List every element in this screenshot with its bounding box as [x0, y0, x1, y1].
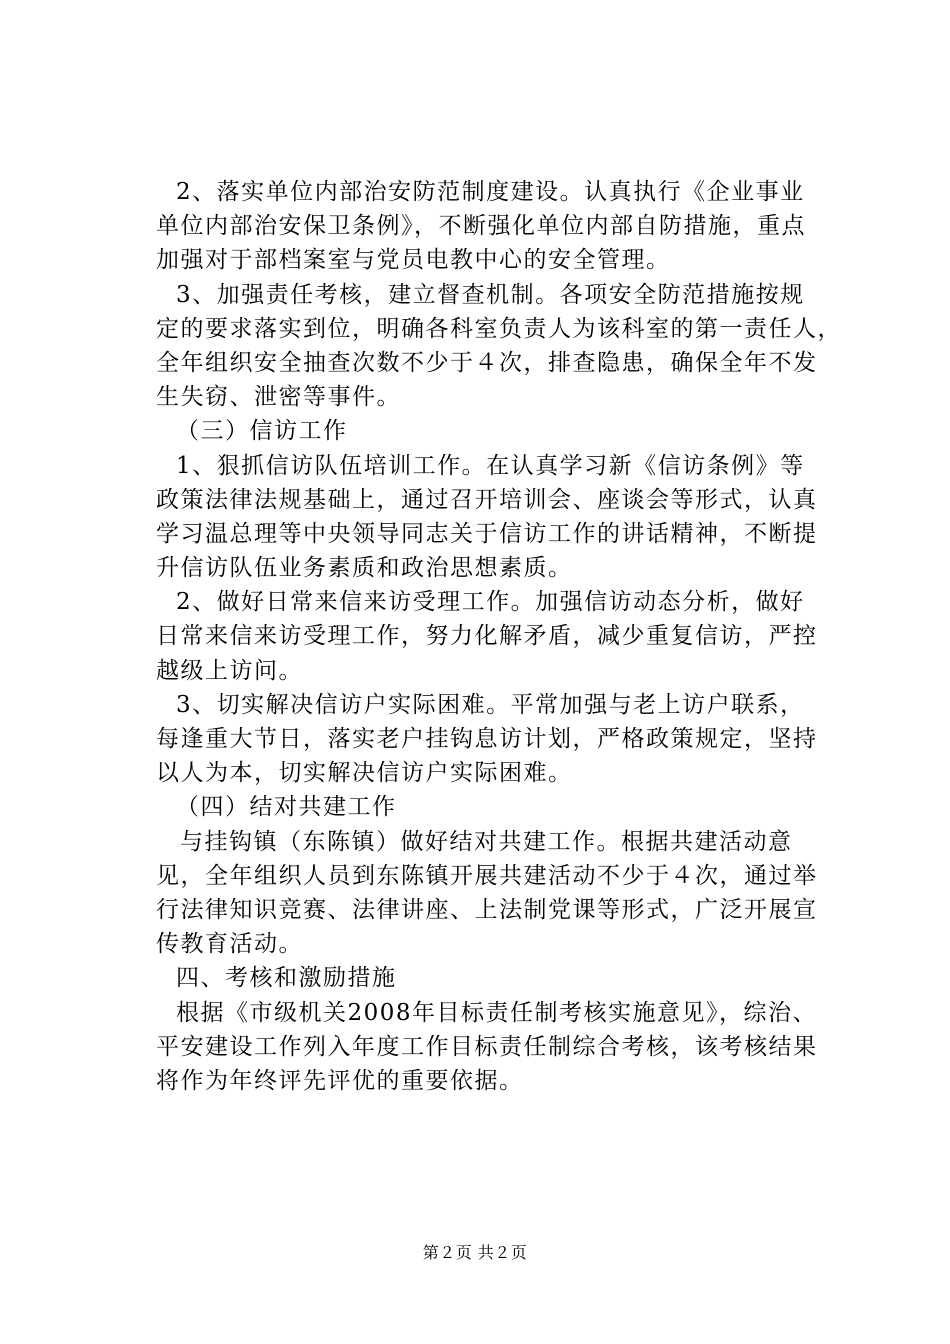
paragraph-line: 3、加强责任考核，建立督查机制。各项安全防范措施按规 [176, 281, 805, 308]
paragraph-line: 加强对于部档案室与党员电教中心的安全管理。 [156, 247, 671, 274]
paragraph-line: 行法律知识竞赛、法律讲座、上法制党课等形式，广泛开展宣 [156, 896, 818, 923]
section-heading: 四、考核和激励措施 [176, 965, 397, 992]
paragraph-line: 平安建设工作列入年度工作目标责任制综合考核，该考核结果 [156, 1033, 818, 1060]
section-heading: （三）信访工作 [176, 418, 348, 445]
page-number-footer: 第２页 共２页 [422, 1243, 528, 1262]
paragraph-line: 升信访队伍业务素质和政治思想素质。 [156, 555, 573, 582]
paragraph-line: 1、狠抓信访队伍培训工作。在认真学习新《信访条例》等 [176, 452, 805, 479]
paragraph-line: 单位内部治安保卫条例》，不断强化单位内部自防措施，重点 [156, 213, 806, 240]
paragraph-line: 以人为本，切实解决信访户实际困难。 [156, 760, 573, 787]
paragraph-line: 生失窃、泄密等事件。 [156, 384, 401, 411]
paragraph-line: 与挂钩镇（东陈镇）做好结对共建工作。根据共建活动意 [180, 828, 793, 855]
paragraph-line: 2、落实单位内部治安防范制度建设。认真执行《企业事业 [176, 179, 805, 205]
paragraph-line: 全年组织安全抽查次数不少于４次，排查隐患，确保全年不发 [156, 349, 818, 376]
paragraph-line: 3、切实解决信访户实际困难。平常加强与老上访户联系， [176, 691, 805, 718]
section-heading: （四）结对共建工作 [176, 794, 397, 821]
paragraph-line: 见，全年组织人员到东陈镇开展共建活动不少于４次，通过举 [156, 862, 818, 889]
paragraph-line: 传教育活动。 [156, 931, 303, 958]
paragraph-line: 将作为年终评先评优的重要依据。 [156, 1067, 524, 1094]
document-body [156, 175, 842, 1098]
paragraph-line: 每逢重大节日，落实老户挂钩息访计划，严格政策规定，坚持 [156, 726, 818, 752]
paragraph-line: 政策法律法规基础上，通过召开培训会、座谈会等形式，认真 [156, 486, 818, 513]
paragraph-line: 越级上访问。 [156, 657, 303, 684]
paragraph-line: 日常来信来访受理工作，努力化解矛盾，减少重复信访，严控 [156, 623, 818, 650]
paragraph-line: 定的要求落实到位，明确各科室负责人为该科室的第一责任人， [156, 315, 842, 342]
paragraph-line: 2、做好日常来信来访受理工作。加强信访动态分析，做好 [176, 589, 805, 616]
paragraph-line: 学习温总理等中央领导同志关于信访工作的讲话精神，不断提 [156, 520, 818, 547]
paragraph-line: 根据《市级机关2008年目标责任制考核实施意见》，综治、 [176, 999, 818, 1026]
